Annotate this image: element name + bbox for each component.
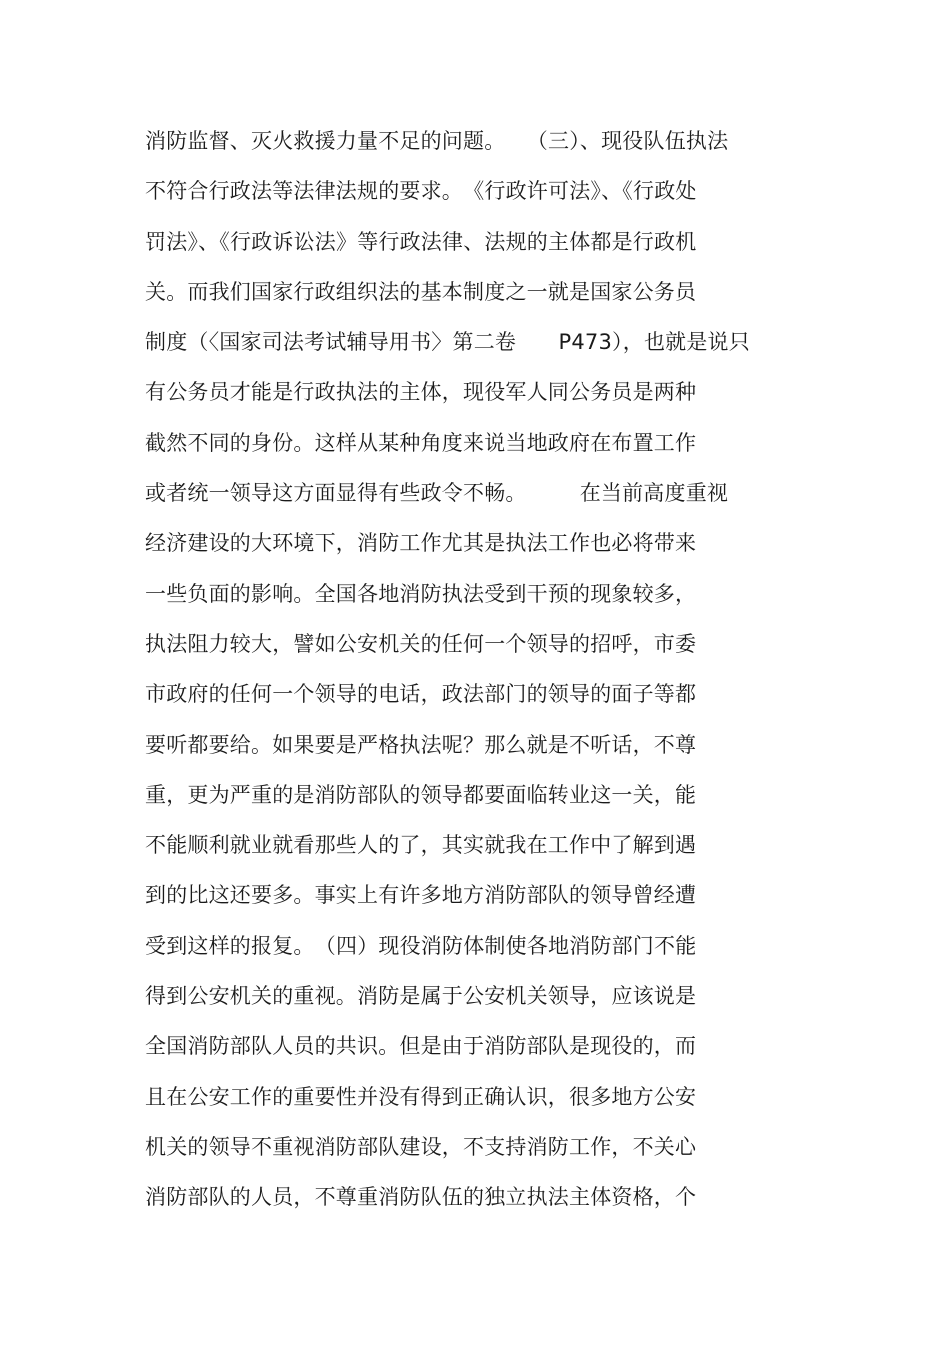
text-line: 受到这样的报复。 （四）现役消防体制使各地消防部门不能 (145, 933, 697, 958)
text-line: 或者统一领导这方面显得有些政令不畅。 在当前高度重视 (145, 481, 729, 506)
text-line: 经济建设的大环境下，消防工作尤其是执法工作也必将带来 (145, 531, 697, 556)
text-line: 全国消防部队人员的共识。但是由于消防部队是现役的，而 (145, 1034, 697, 1059)
text-line: 且在公安工作的重要性并没有得到正确认识，很多地方公安 (145, 1084, 697, 1109)
text-line: 一些负面的影响。全国各地消防执法受到干预的现象较多， (145, 581, 697, 606)
text-line: 市政府的任何一个领导的电话，政法部门的领导的面子等都 (145, 682, 697, 707)
text-line: 机关的领导不重视消防部队建设，不支持消防工作，不关心 (145, 1134, 697, 1159)
text-line: 到的比这还要多。事实上有许多地方消防部队的领导曾经遭 (145, 883, 697, 908)
text-line: 消防部队的人员，不尊重消防队伍的独立执法主体资格，个 (145, 1185, 697, 1210)
text-line: 重，更为严重的是消防部队的领导都要面临转业这一关，能 (145, 782, 697, 807)
text-line: 要听都要给。如果要是严格执法呢？那么就是不听话，不尊 (145, 732, 697, 757)
text-line: 不符合行政法等法律法规的要求。 《行政许可法》、《行政处 (145, 179, 697, 204)
body-text (145, 123, 925, 1230)
text-line: 有公务员才能是行政执法的主体，现役军人同公务员是两种 (145, 380, 697, 405)
text-line: 消防监督、灭火救援力量不足的问题。 （三）、现役队伍执法 (145, 129, 729, 153)
text-line: 不能顺利就业就看那些人的了，其实就我在工作中了解到遇 (145, 833, 697, 858)
text-line: 罚法》、《行政诉讼法》等行政法律、法规的主体都是行政机 (145, 229, 697, 254)
text-line: 得到公安机关的重视。消防是属于公安机关领导，应该说是 (145, 984, 697, 1009)
text-line: 关。而我们国家行政组织法的基本制度之一就是国家公务员 (145, 279, 697, 304)
text-line: 截然不同的身份。这样从某种角度来说当地政府在布置工作 (145, 430, 697, 455)
text-line: 执法阻力较大，譬如公安机关的任何一个领导的招呼，市委 (145, 631, 697, 656)
text-line: 制度（〈国家司法考试辅导用书〉第二卷 P473），也就是说只 (145, 330, 750, 355)
